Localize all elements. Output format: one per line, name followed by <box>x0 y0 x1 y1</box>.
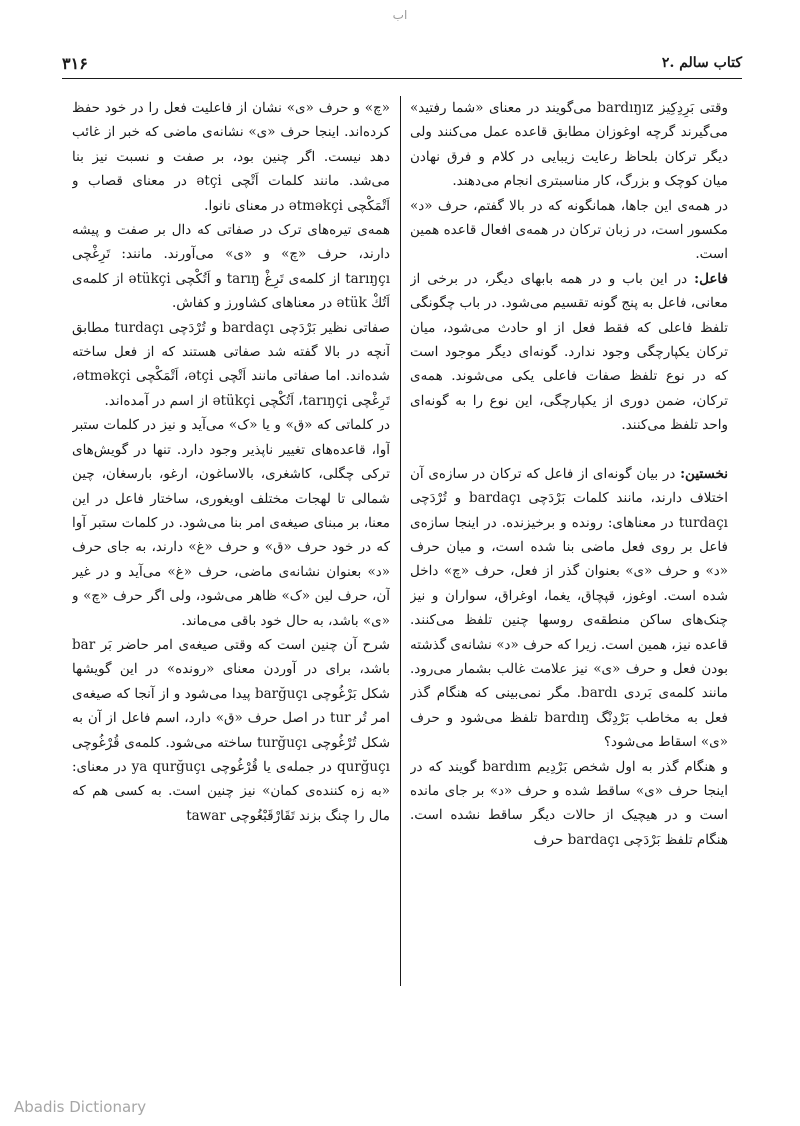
paragraph-gap <box>410 438 728 462</box>
paragraph-text: در بیان گونه‌ای از فاعل که ترکان در سازه‌ی آن اختلاف دارند، مانند کلمات بَرْدَچی bardaçı و تُرْدَچی turdaçı در معناهای: رونده و برخیزنده. در اینجا سازه‌ی فاعل بر روی فعل ماضی بنا شده است، و میان حرف «د» و حرف «ی» بعنوان گذر از فعل، حرف «چ» داخل شده است. اوغوز، قپچاق، یغما، اوغراق، سواران و نیز چنک‌های ساکن منطقه‌ی روسها چنین تلفظ می‌کنند. قاعده نیز، همین است. زیرا که حرف «د» نشانه‌ی گذشته بودن فعل و حرف «ی» نیز علامت غالب بشمار می‌رود. مانند کلمه‌ی بَردی bardı. مگر نمی‌بینی که هنگام گذر فعل به مخاطب بَرْدِنْگ bardıŋ تلفظ می‌شود و حرف «ی» اسقاط می‌شود؟ <box>410 465 728 751</box>
section-term: نخستین: <box>680 465 728 482</box>
section-term: فاعل: <box>694 270 728 287</box>
running-title: ۲. کتاب سالم <box>661 55 742 71</box>
column-divider <box>400 96 401 986</box>
paragraph <box>410 462 728 755</box>
paragraph: در کلماتی که «ق» و یا «ک» می‌آید و نیز در کلمات ستبر آوا، قاعده‌های تغییر ناپذیر وجود دارد. تنها در گویش‌های ترکی چگلی، کاشغری، بالاساغون، ارغو، بارسغان، چین شمالی تا لهجات مختلف اویغوری، ساختار فاعل در این معنا، بر مبنای صیغه‌ی امر بنا می‌شود. در کلمات ستبر آوا که در خود حرف «ق» و حرف «غ» دارند، به جای حرف «د» بعنوان نشانه‌ی ماضی، حرف «غ» می‌آید و در غیر آن، حرف لین «ک» ظاهر می‌شود، ولی اگر حرف «چ» و «ی» باشد، به حال خود باقی می‌ماند. <box>72 417 390 629</box>
paragraph: در همه‌ی این جاها، همانگونه که در بالا گفتم، حرف «د» مکسور است، در زبان ترکان در همه‌ی افعال قاعده همین است. <box>410 197 728 263</box>
top-mark: اب <box>392 8 408 22</box>
watermark: Abadis Dictionary <box>14 1098 147 1116</box>
paragraph: «چ» و حرف «ی» نشان از فاعلیت فعل را در خود حفظ کرده‌اند. اینجا حرف «ی» نشانه‌ی ماضی که خبر از غائب دهد نیست. اگر چنین بود، بر صفت و نسبت نیز بنا می‌شد. مانند کلمات اَتْچی ətçi در معنای قصاب و اَتْمَكْچی ətməkçi در معنای نانوا. <box>72 100 390 214</box>
right-text-column <box>410 96 728 1076</box>
paragraph: و هنگام گذر به اول شخص بَرْدِیم bardım گویند که در اینجا حرف «ی» ساقط شده و حرف «د» بر جای مانده است و در هیچیک از حالات دیگر ساقط نشده است. هنگام تلفظ بَرْدَچی bardaçı حرف <box>410 758 728 848</box>
paragraph: همه‌ی تیره‌های ترک در صفاتی که دال بر صفت و پیشه دارند، حرف «چ» و «ی» می‌آورند. مانند: تَرِغْچی tarıŋçı از کلمه‌ی تَرِغْ tarıŋ و اَتُكْچی ətükçi از کلمه‌ی اَتُكْ ətük در معناهای کشاورز و کفاش. <box>72 222 390 312</box>
left-text-column <box>72 96 390 1076</box>
paragraph: وقتی بَرِدِكِیز bardıŋız می‌گویند در معنای «شما رفتید» می‌گیرند گرچه اوغوزان مطابق قاعده عمل می‌کنند ولی دیگر ترکان بلحاظ رعایت زیبایی در کلام و فرق نهادن میان کوچک و بزرگ، کار مناسبتری انجام می‌دهند. <box>410 100 728 190</box>
page-number: ۳۱۶ <box>62 54 88 73</box>
paragraph <box>410 267 728 438</box>
paragraph: شرح آن چنین است که وقتی صیغه‌ی امر حاضر بَر bar باشد، برای در آوردن معنای «رونده» در این گویشها شکل بَرْغُوچی barğuçı پیدا می‌شود و از آنجا که صیغه‌ی امر تُر tur در اصل حرف «ق» دارد، اسم فاعل از آن به شکل تُرْغُوچی turğuçı ساخته می‌شود. کلمه‌ی قُرْغُوچی qurğuçı در جمله‌ی یا قُرْغُوچی ya qurğuçı در معنای: «به زه کننده‌ی کمان» نیز چنین است. به کسی هم که مال را چنگ بزند تَقَارْقَبْغُوچی tawar <box>72 636 390 824</box>
paragraph: صفاتی نظیر بَرْدَچی bardaçı و تُرْدَچی turdaçı مطابق آنچه در بالا گفته شد صفاتی هستند که از فعل ساخته شده‌اند. اما صفاتی مانند اَتْچی ətçi، اَتْمَكْچی ətməkçi، تَرِغْچی tarıŋçi، اَتُكْچی ətükçi از اسم در آمده‌اند. <box>72 319 390 409</box>
paragraph-text: در این باب و در همه بابهای دیگر، در برخی از معانی، فاعل به پنج گونه تقسیم می‌شود. در باب چگونگی تلفظ فاعلی که فقط فعل از او حادث می‌شود، میان ترکان یکپارچگی وجود ندارد. گونه‌ای دیگر موجود است که در نوع تلفظ صفات فاعلی یکی می‌شوند. همه‌ی ترکان، ضمن دوری از یکپارچگی، این نوع را به گونه‌ای واحد تلفظ می‌کنند. <box>410 270 728 434</box>
page-header <box>62 52 742 79</box>
